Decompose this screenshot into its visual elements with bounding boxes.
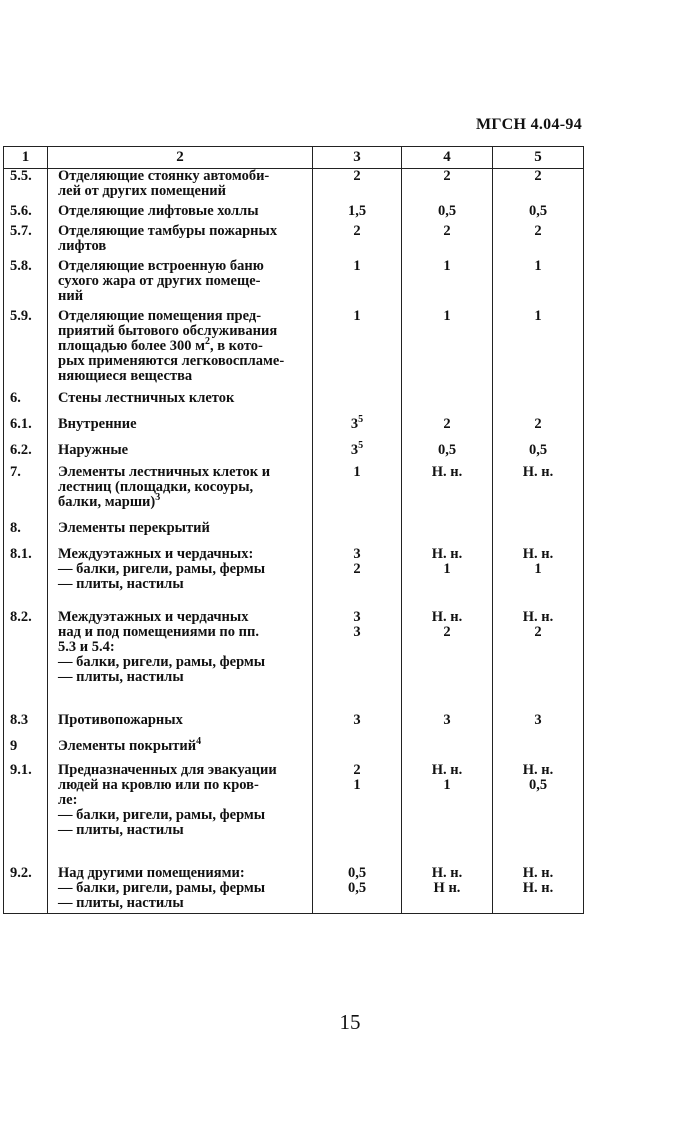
- column-header: 4: [402, 147, 493, 169]
- value-line: 3: [353, 609, 361, 625]
- row-number: 5.5.: [4, 169, 48, 205]
- value-cell-v4: [402, 204, 493, 224]
- footnote-marker: 2: [204, 336, 210, 347]
- value-line: 2: [534, 168, 542, 184]
- row-number: 9.2.: [4, 866, 48, 914]
- value-cell-v5: [493, 391, 584, 417]
- value-cell-v3: [313, 224, 402, 259]
- value-cell-v3: [313, 309, 402, 391]
- description-line: Противопожарных: [58, 712, 183, 728]
- value-line: 2: [443, 223, 451, 239]
- table-row: [4, 391, 584, 417]
- value-line: 2: [534, 624, 542, 640]
- value-cell-v4: [402, 224, 493, 259]
- table-row: [4, 309, 584, 391]
- value-cell-v4: [402, 169, 493, 205]
- row-description: [48, 259, 313, 309]
- value-cell-v5: [493, 309, 584, 391]
- description-line: Отделяющие встроенную баню: [58, 258, 264, 274]
- row-description: [48, 391, 313, 417]
- value-line: Н. н.: [431, 609, 463, 625]
- value-cell-v5: [493, 866, 584, 914]
- description-line: людей на кровлю или по кров-: [58, 777, 259, 793]
- value-cell-v4: [402, 763, 493, 866]
- row-description: [48, 736, 313, 763]
- description-line: няющиеся вещества: [58, 368, 193, 384]
- description-line: Отделяющие тамбуры пожарных: [58, 223, 278, 239]
- value-line: 2: [353, 762, 361, 778]
- row-description: [48, 465, 313, 521]
- value-line: Н. н.: [522, 880, 554, 896]
- value-line: 0,5: [347, 880, 367, 896]
- description-line: — плиты, настилы: [58, 822, 184, 838]
- description-line: Междуэтажных и чердачных:: [58, 546, 254, 562]
- description-line: Отделяющие помещения пред-: [58, 308, 262, 324]
- table-row: [4, 443, 584, 465]
- value-line: 1: [353, 258, 361, 274]
- description-line: лестниц (площадки, косоуры,: [58, 479, 254, 495]
- row-description: [48, 417, 313, 443]
- value-cell-v3: [313, 204, 402, 224]
- row-description: [48, 713, 313, 739]
- description-line: рых применяются легковоспламе-: [58, 353, 285, 369]
- description-line: Элементы лестничных клеток и: [58, 464, 271, 480]
- value-line: Н. н.: [431, 464, 463, 480]
- value-line: 0,5: [347, 865, 367, 881]
- value-cell-v4: [402, 866, 493, 914]
- row-description: [48, 763, 313, 866]
- footnote-marker: 3: [155, 492, 161, 503]
- table-row: [4, 713, 584, 739]
- description-line: Элементы покрытий$^4$: [58, 736, 202, 754]
- value-line: Н. н.: [522, 609, 554, 625]
- value-line: 1: [353, 464, 361, 480]
- description-line: сухого жара от других помеще-: [58, 273, 261, 289]
- value-cell-v4: [402, 547, 493, 610]
- document-code: МГСН 4.04-94: [476, 116, 582, 133]
- column-header: 3: [313, 147, 402, 169]
- row-number: 5.7.: [4, 224, 48, 259]
- row-number: 6.: [4, 391, 48, 417]
- row-description: [48, 309, 313, 391]
- value-cell-v5: [493, 417, 584, 443]
- value-line: 3: [353, 624, 361, 640]
- description-line: Предназначенных для эвакуации: [58, 762, 277, 778]
- value-cell-v3: [313, 763, 402, 866]
- description-line: над и под помещениями по пп.: [58, 624, 259, 640]
- table-row: [4, 547, 584, 610]
- description-line: балки, марши)$^3$: [58, 492, 161, 510]
- row-number: 5.6.: [4, 204, 48, 224]
- row-description: [48, 866, 313, 914]
- value-cell-v3: [313, 547, 402, 610]
- value-cell-v3: [313, 610, 402, 713]
- value-line: Н. н.: [431, 762, 463, 778]
- value-line: Н. н.: [431, 546, 463, 562]
- description-line: ле:: [58, 792, 78, 808]
- value-line: 1: [443, 777, 451, 793]
- value-cell-v5: [493, 204, 584, 224]
- row-number: 8.2.: [4, 610, 48, 713]
- value-cell-v4: [402, 521, 493, 547]
- value-line: 1: [534, 561, 542, 577]
- row-description: [48, 443, 313, 465]
- value-cell-v3: [313, 521, 402, 547]
- value-line: Н. н.: [522, 464, 554, 480]
- description-line: — балки, ригели, рамы, фермы: [58, 807, 266, 823]
- value-cell-v5: [493, 224, 584, 259]
- row-description: [48, 547, 313, 610]
- value-line: 1: [443, 561, 451, 577]
- column-header: 2: [48, 147, 313, 169]
- description-line: — плиты, настилы: [58, 669, 184, 685]
- description-line: — плиты, настилы: [58, 895, 184, 911]
- value-line: 3: [353, 546, 361, 562]
- value-cell-v3: [313, 169, 402, 205]
- value-cell-v5: [493, 465, 584, 521]
- value-cell-v3: [313, 866, 402, 914]
- value-line: 1,5: [347, 203, 367, 219]
- description-line: Наружные: [58, 442, 129, 458]
- value-line: 1: [353, 777, 361, 793]
- table-row: [4, 866, 584, 914]
- footnote-marker: 5: [358, 440, 364, 451]
- value-line: 2: [534, 416, 542, 432]
- value-line: 0,5: [437, 203, 457, 219]
- value-cell-v4: [402, 465, 493, 521]
- value-cell-v5: [493, 169, 584, 205]
- description-line: — балки, ригели, рамы, фермы: [58, 654, 266, 670]
- value-cell-v5: [493, 521, 584, 547]
- description-line: Внутренние: [58, 416, 137, 432]
- table-row: [4, 521, 584, 547]
- value-cell-v5: [493, 443, 584, 465]
- value-cell-v4: [402, 417, 493, 443]
- value-cell-v3: [313, 465, 402, 521]
- value-cell-v4: [402, 259, 493, 309]
- value-line: Н. н.: [431, 865, 463, 881]
- description-line: приятий бытового обслуживания: [58, 323, 278, 339]
- value-cell-v4: [402, 610, 493, 713]
- value-line: 2: [443, 168, 451, 184]
- value-cell-v5: [493, 713, 584, 739]
- value-line: $3^5$: [350, 414, 364, 432]
- row-number: 6.2.: [4, 443, 48, 465]
- row-description: [48, 224, 313, 259]
- value-line: 1: [443, 258, 451, 274]
- value-line: 2: [353, 168, 361, 184]
- value-line: 1: [534, 308, 542, 324]
- table-row: [4, 465, 584, 521]
- value-cell-v5: [493, 763, 584, 866]
- description-line: ний: [58, 288, 84, 304]
- value-line: Н. н.: [522, 865, 554, 881]
- table-row: [4, 224, 584, 259]
- value-cell-v4: [402, 443, 493, 465]
- description-line: Отделяющие лифтовые холлы: [58, 203, 259, 219]
- value-line: 3: [353, 712, 361, 728]
- table-row: [4, 169, 584, 205]
- row-number: 9: [4, 739, 48, 763]
- row-number: 8.: [4, 521, 48, 547]
- description-line: — балки, ригели, рамы, фермы: [58, 880, 266, 896]
- description-line: лифтов: [58, 238, 107, 254]
- description-line: Элементы перекрытий: [58, 520, 210, 536]
- row-description: [48, 521, 313, 547]
- description-line: площадью более 300 $м^2$, в кото-: [58, 336, 263, 354]
- description-line: — балки, ригели, рамы, фермы: [58, 561, 266, 577]
- value-cell-v3: [313, 739, 402, 763]
- row-description: [48, 204, 313, 224]
- description-line: Стены лестничных клеток: [58, 390, 235, 406]
- table-row: [4, 610, 584, 713]
- value-line: Н. н.: [522, 546, 554, 562]
- row-number: 9.1.: [4, 763, 48, 866]
- value-line: 2: [353, 561, 361, 577]
- value-line: 3: [534, 712, 542, 728]
- value-line: Н. н.: [522, 762, 554, 778]
- page-number: 15: [339, 1010, 361, 1034]
- value-cell-v5: [493, 547, 584, 610]
- description-line: Над другими помещениями:: [58, 865, 245, 881]
- value-line: 2: [534, 223, 542, 239]
- value-cell-v4: [402, 739, 493, 763]
- table-row: [4, 763, 584, 866]
- value-line: 0,5: [528, 442, 548, 458]
- value-line: 2: [353, 223, 361, 239]
- table-row: [4, 204, 584, 224]
- value-cell-v3: [313, 259, 402, 309]
- value-line: 0,5: [528, 777, 548, 793]
- value-cell-v3: [313, 414, 402, 443]
- footnote-marker: 4: [196, 736, 202, 747]
- description-line: лей от других помещений: [58, 183, 227, 199]
- value-cell-v4: [402, 713, 493, 739]
- value-line: 1: [534, 258, 542, 274]
- value-line: Н н.: [433, 880, 461, 896]
- row-number: 7.: [4, 465, 48, 521]
- value-line: 2: [443, 416, 451, 432]
- value-line: $3^5$: [350, 440, 364, 458]
- description-line: Междуэтажных и чердачных: [58, 609, 249, 625]
- description-line: — плиты, настилы: [58, 576, 184, 592]
- column-header: 5: [493, 147, 584, 169]
- row-description: [48, 169, 313, 205]
- value-line: 1: [353, 308, 361, 324]
- fire-resistance-table: [3, 146, 584, 914]
- row-number: 8.3: [4, 713, 48, 739]
- value-line: 3: [443, 712, 451, 728]
- row-number: 8.1.: [4, 547, 48, 610]
- value-cell-v5: [493, 259, 584, 309]
- value-line: 2: [443, 624, 451, 640]
- footnote-marker: 5: [358, 414, 364, 425]
- value-cell-v3: [313, 391, 402, 417]
- table-row: [4, 417, 584, 443]
- row-number: 5.9.: [4, 309, 48, 391]
- value-cell-v4: [402, 309, 493, 391]
- table-header-row: [4, 147, 584, 169]
- description-line: 5.3 и 5.4:: [58, 639, 115, 655]
- table-row: [4, 739, 584, 763]
- value-line: 0,5: [528, 203, 548, 219]
- value-cell-v5: [493, 610, 584, 713]
- value-cell-v5: [493, 739, 584, 763]
- row-number: 5.8.: [4, 259, 48, 309]
- value-line: 1: [443, 308, 451, 324]
- row-number: 6.1.: [4, 417, 48, 443]
- column-header: 1: [4, 147, 48, 169]
- description-line: Отделяющие стоянку автомоби-: [58, 168, 270, 184]
- value-cell-v3: [313, 713, 402, 739]
- value-cell-v3: [313, 440, 402, 465]
- row-description: [48, 610, 313, 713]
- value-line: 0,5: [437, 442, 457, 458]
- table-row: [4, 259, 584, 309]
- value-cell-v4: [402, 391, 493, 417]
